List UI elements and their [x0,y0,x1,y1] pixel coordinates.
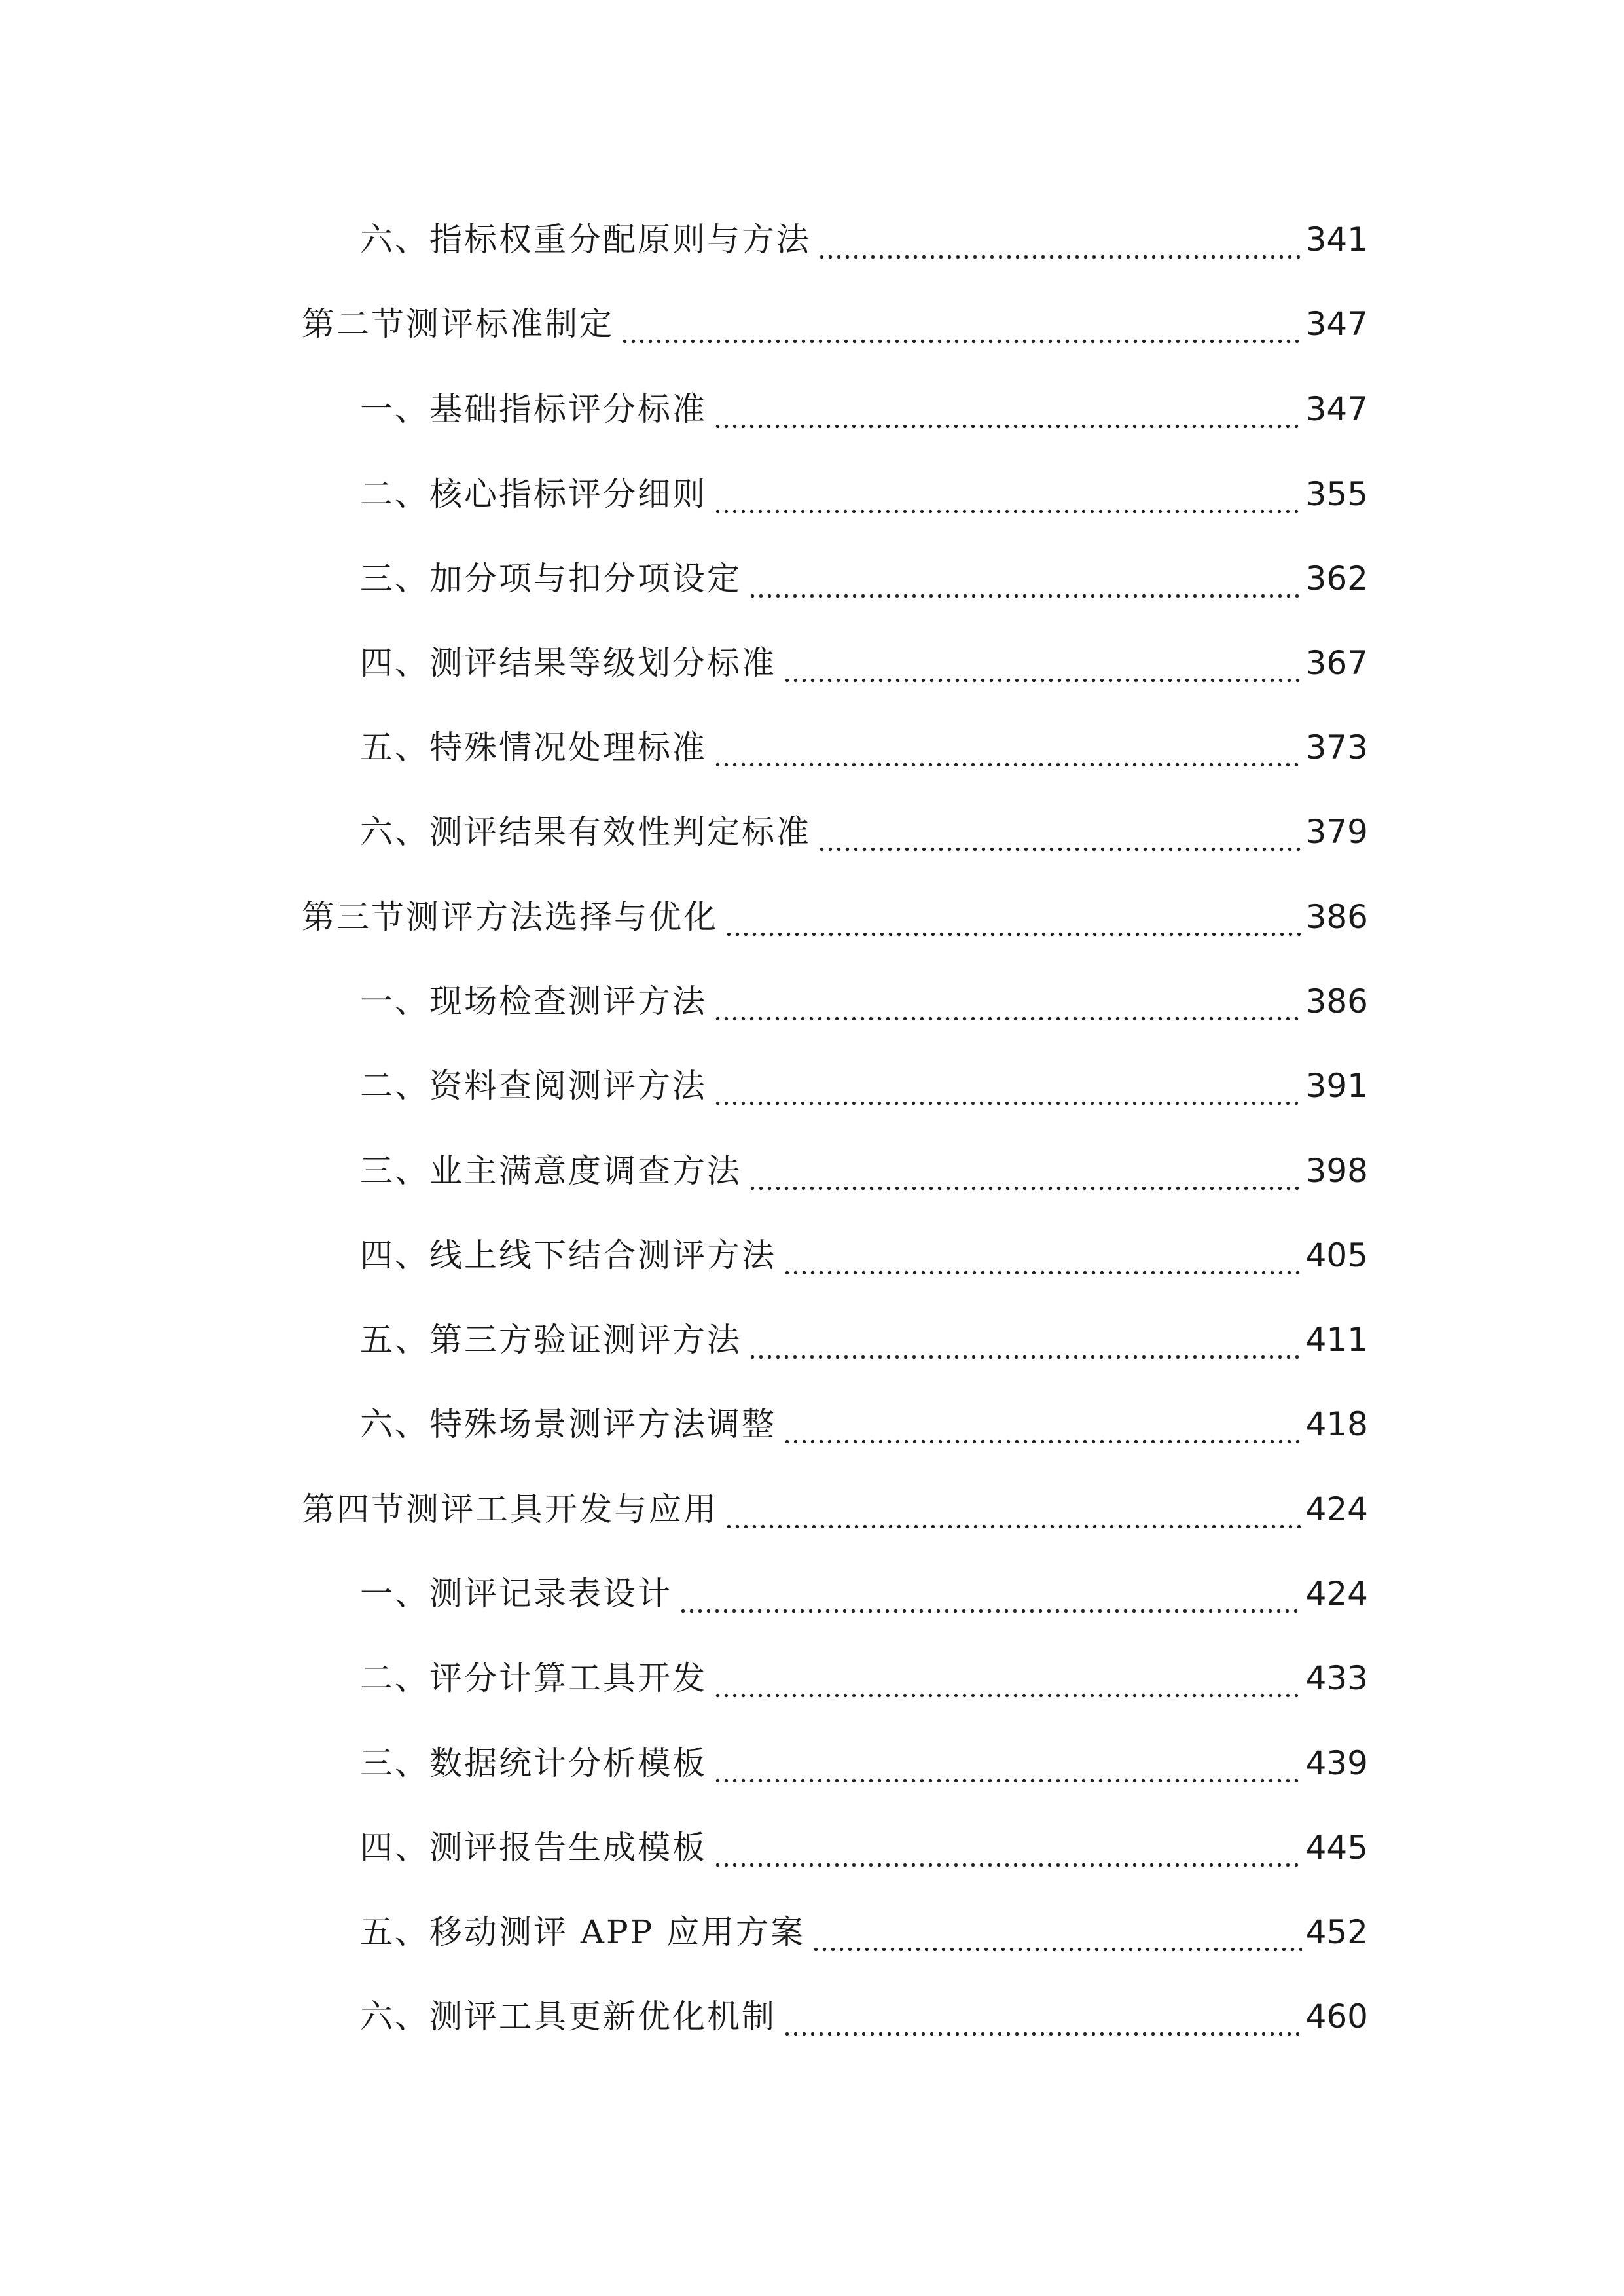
toc-entry-title: 三、加分项与扣分项设定 [360,560,742,598]
toc-entry-title: 四、测评结果等级划分标准 [360,644,776,682]
toc-page-number: 452 [1305,1913,1368,1951]
toc-entry[interactable] [360,552,1368,605]
toc-dot-leader [713,1652,1302,1704]
toc-entry-title: 第二节测评标准制定 [302,305,614,343]
toc-page-number: 355 [1305,475,1368,513]
toc-entry[interactable] [360,1990,1368,2043]
toc-page-number: 347 [1305,390,1368,428]
toc-entry[interactable] [360,1060,1368,1112]
toc-entry[interactable] [360,721,1368,774]
toc-dot-leader [783,1990,1302,2043]
toc-dot-leader [713,468,1302,520]
toc-entry-title: 第三节测评方法选择与优化 [302,898,718,936]
toc-entry-title: 第四节测评工具开发与应用 [302,1490,718,1528]
toc-dot-leader [783,1398,1302,1450]
toc-page-number: 433 [1305,1659,1368,1697]
toc-entry[interactable] [360,1906,1368,1958]
toc-page-number: 341 [1305,221,1368,259]
toc-dot-leader [818,806,1302,858]
toc-page-number: 367 [1305,644,1368,682]
toc-entry-title: 六、指标权重分配原则与方法 [360,221,811,259]
toc-dot-leader [621,298,1302,350]
toc-dot-leader [783,637,1302,689]
toc-entry[interactable] [360,806,1368,858]
toc-dot-leader [713,1060,1302,1112]
toc-entry[interactable] [360,975,1368,1028]
toc-page-number: 424 [1305,1575,1368,1613]
toc-dot-leader [783,1229,1302,1282]
toc-entry[interactable] [360,383,1368,435]
toc-entry-title: 三、业主满意度调查方法 [360,1152,742,1190]
toc-page-number: 386 [1305,898,1368,936]
toc-dot-leader [679,1568,1302,1620]
toc-entry-title: 一、现场检查测评方法 [360,982,707,1020]
toc-entry[interactable] [360,1821,1368,1874]
toc-entry-title: 三、数据统计分析模板 [360,1744,707,1782]
toc-entry-title: 二、资料查阅测评方法 [360,1067,707,1105]
toc-dot-leader [748,1145,1302,1197]
toc-dot-leader [713,1821,1302,1874]
toc-entry-title: 二、核心指标评分细则 [360,475,707,513]
toc-dot-leader [748,1314,1302,1366]
toc-page-number: 405 [1305,1236,1368,1274]
toc-page-number: 398 [1305,1152,1368,1190]
toc-page-number: 379 [1305,813,1368,851]
toc-dot-leader [713,721,1302,774]
toc-page-number: 439 [1305,1744,1368,1782]
toc-dot-leader [713,383,1302,435]
toc-entry[interactable] [360,1229,1368,1282]
toc-page-number: 362 [1305,560,1368,598]
toc-dot-leader [725,1483,1302,1535]
toc-entry-title: 一、基础指标评分标准 [360,390,707,428]
toc-entry-title: 五、第三方验证测评方法 [360,1321,742,1359]
toc-entry-title: 四、测评报告生成模板 [360,1829,707,1867]
toc-entry[interactable] [360,468,1368,520]
toc-page-number: 411 [1305,1321,1368,1359]
toc-entry-title: 四、线上线下结合测评方法 [360,1236,776,1274]
toc-dot-leader [812,1906,1301,1958]
toc-page-number: 347 [1305,305,1368,343]
toc-entry[interactable] [360,1737,1368,1789]
toc-page-number: 391 [1305,1067,1368,1105]
toc-entry[interactable] [360,637,1368,689]
toc-entry-title: 六、特殊场景测评方法调整 [360,1405,776,1443]
toc-dot-leader [713,1737,1302,1789]
toc-page-number: 424 [1305,1490,1368,1528]
toc-entry[interactable] [360,1314,1368,1366]
toc-entry[interactable] [302,1483,1368,1535]
toc-entry-title: 六、测评工具更新优化机制 [360,1998,776,2036]
toc-page-number: 373 [1305,728,1368,766]
toc-entry-title: 六、测评结果有效性判定标准 [360,813,811,851]
toc-entry[interactable] [302,891,1368,943]
toc-entry-title: 二、评分计算工具开发 [360,1659,707,1697]
toc-page-number: 386 [1305,982,1368,1020]
toc-dot-leader [713,975,1302,1028]
toc-entry[interactable] [360,1145,1368,1197]
toc-entry[interactable] [360,213,1368,266]
toc-dot-leader [818,213,1302,266]
toc-page-number: 418 [1305,1405,1368,1443]
toc-entry-title: 五、移动测评 APP 应用方案 [360,1913,806,1951]
toc-entry[interactable] [360,1398,1368,1450]
toc-entry-title: 一、测评记录表设计 [360,1575,672,1613]
toc-entry[interactable] [360,1652,1368,1704]
toc-entry[interactable] [360,1568,1368,1620]
toc-dot-leader [725,891,1302,943]
toc-entry-title: 五、特殊情况处理标准 [360,728,707,766]
toc-page-number: 460 [1305,1998,1368,2036]
toc-page-number: 445 [1305,1829,1368,1867]
toc-entry[interactable] [302,298,1368,350]
toc-dot-leader [748,552,1302,605]
